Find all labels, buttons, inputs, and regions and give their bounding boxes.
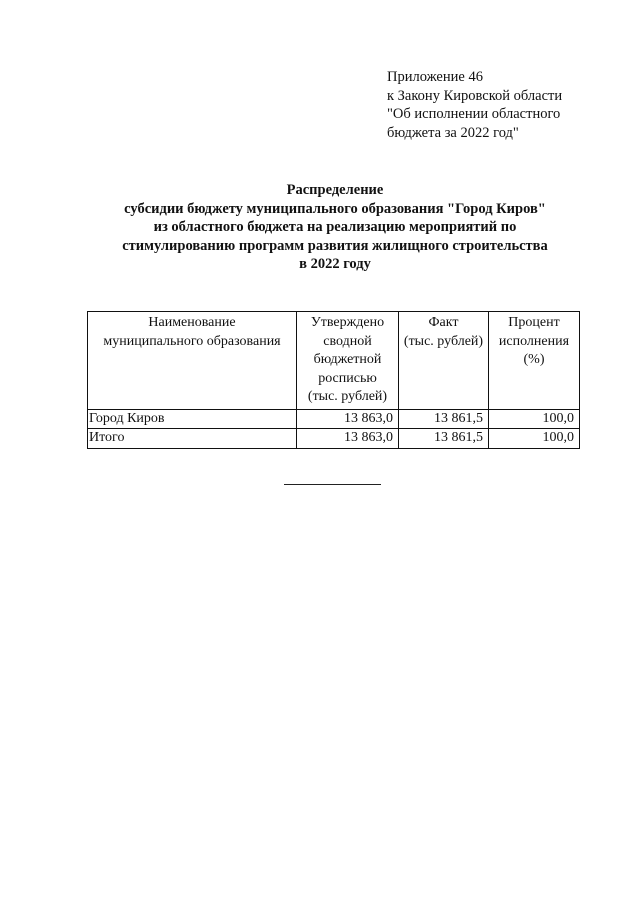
header-approved-line-5: (тыс. рублей) xyxy=(307,389,388,404)
table-row-total xyxy=(88,429,580,449)
cell-total-fact: 13 861,5 xyxy=(399,429,489,449)
header-percent-line-1: Процент xyxy=(508,315,560,330)
cell-total-approved: 13 863,0 xyxy=(297,429,399,449)
appendix-line-number: Приложение 46 xyxy=(387,69,483,85)
title-line-5: в 2022 году xyxy=(299,256,371,273)
cell-total-percent: 100,0 xyxy=(489,429,580,449)
title-line-4: стимулированию программ развития жилищного строительства xyxy=(122,237,548,254)
header-fact-line-2: (тыс. рублей) xyxy=(403,333,484,349)
subsidy-table xyxy=(87,311,580,449)
header-municipality-line-2: муниципального образования xyxy=(103,333,281,349)
appendix-line-law-title-end: бюджета за 2022 год" xyxy=(387,124,519,141)
document-title xyxy=(60,181,610,274)
header-row xyxy=(88,312,580,410)
cell-total-label: Итого xyxy=(88,429,297,449)
table-header xyxy=(88,312,580,410)
cell-municipality: Город Киров xyxy=(88,409,297,429)
header-approved-line-4: росписью xyxy=(318,370,377,386)
table-body xyxy=(88,409,580,448)
cell-percent: 100,0 xyxy=(489,409,580,429)
cell-approved: 13 863,0 xyxy=(297,409,399,429)
header-percent-line-3: (%) xyxy=(523,352,545,367)
header-approved-line-1: Утверждено xyxy=(310,315,385,330)
header-fact-line-1: Факт xyxy=(428,315,459,330)
header-approved-line-3: бюджетной xyxy=(313,352,382,367)
closing-divider xyxy=(284,484,381,485)
header-percent xyxy=(489,312,580,410)
title-line-2: субсидии бюджету муниципального образования "Город Киров" xyxy=(124,200,546,217)
title-line-3: из областного бюджета на реализацию мероприятий по xyxy=(153,219,517,236)
cell-fact: 13 861,5 xyxy=(399,409,489,429)
header-municipality-line-1: Наименование xyxy=(148,315,236,330)
header-fact xyxy=(399,312,489,410)
appendix-line-law-title: "Об исполнении областного xyxy=(387,106,561,122)
header-percent-line-2: исполнения xyxy=(498,333,570,349)
header-approved xyxy=(297,312,399,410)
header-approved-line-2: сводной xyxy=(323,333,372,349)
title-line-1: Распределение xyxy=(286,182,384,198)
header-municipality xyxy=(88,312,297,410)
appendix-note xyxy=(387,68,562,142)
table-row xyxy=(88,409,580,429)
appendix-line-law: к Закону Кировской области xyxy=(387,87,563,104)
